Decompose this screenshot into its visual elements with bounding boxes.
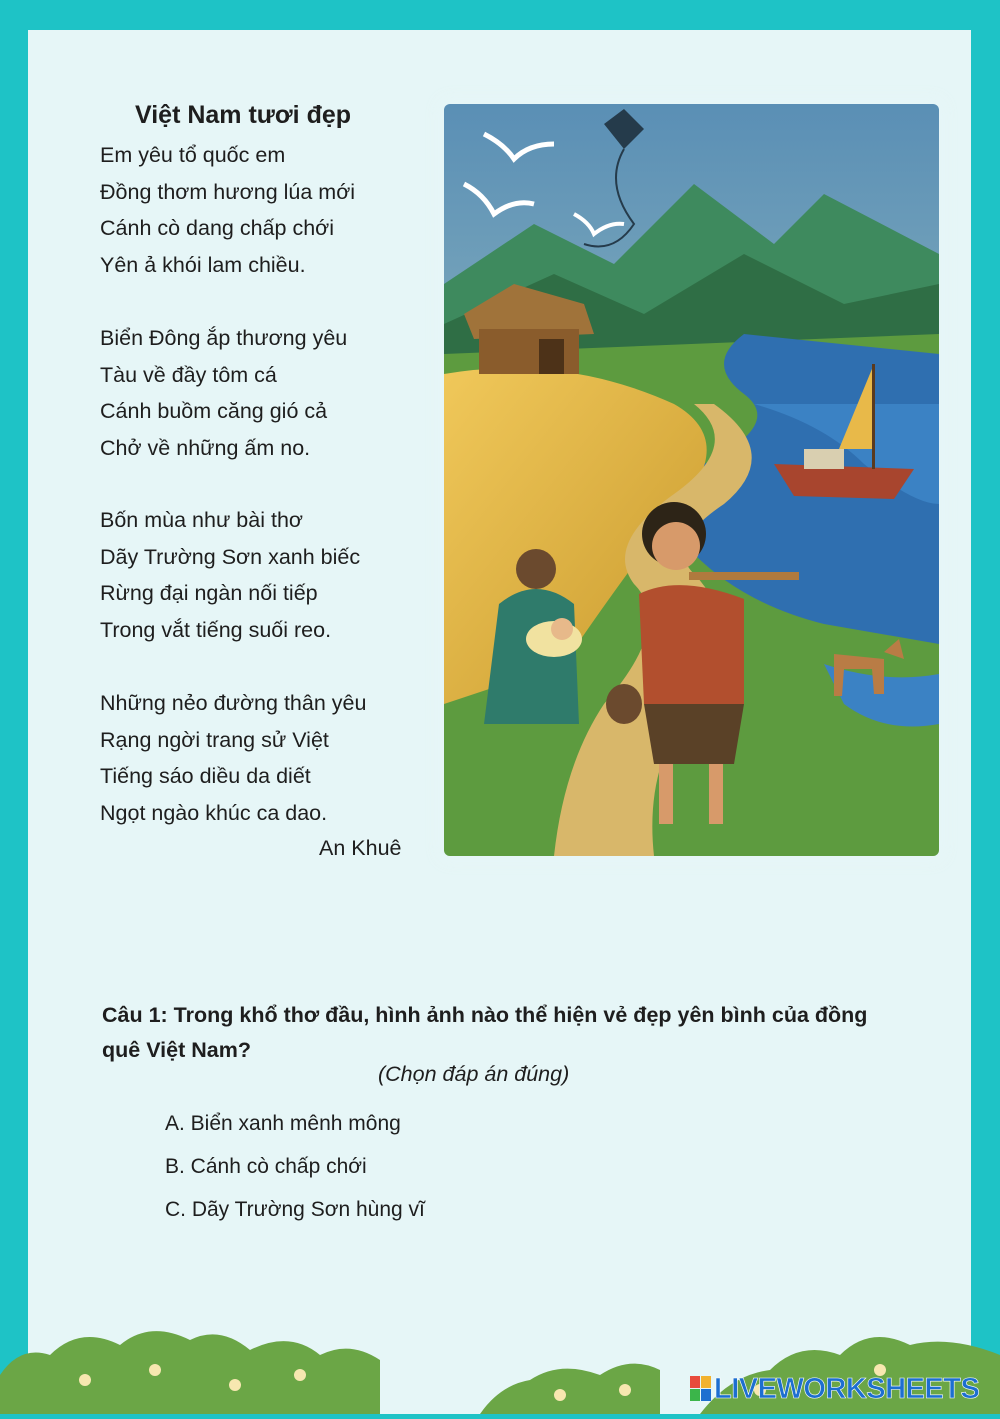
poem-line: Yên ả khói lam chiều. bbox=[100, 252, 306, 277]
liveworksheets-logo bbox=[690, 1372, 979, 1406]
poem-line: Dãy Trường Sơn xanh biếc bbox=[100, 544, 361, 569]
poem-line: Chở về những ấm no. bbox=[100, 435, 311, 460]
poem-line: Cánh buồm căng gió cả bbox=[100, 399, 328, 424]
answer-option-a[interactable]: A. Biển xanh mênh mông bbox=[165, 1112, 401, 1135]
stanza-1 bbox=[100, 137, 355, 283]
answer-option-b[interactable]: B. Cánh cò chấp chới bbox=[165, 1155, 367, 1178]
brand-name: LIVEWORKSHEETS bbox=[714, 1372, 980, 1405]
stanza-3 bbox=[100, 502, 360, 648]
poem-line: Bốn mùa như bài thơ bbox=[100, 508, 304, 532]
poem-line: Trong vắt tiếng suối reo. bbox=[100, 617, 332, 642]
answer-option-c[interactable]: C. Dãy Trường Sơn hùng vĩ bbox=[165, 1198, 425, 1221]
poem-line: Ngọt ngào khúc ca dao. bbox=[100, 800, 328, 825]
poem-line: Rạng ngời trang sử Việt bbox=[100, 727, 329, 752]
poem-line: Rừng đại ngàn nối tiếp bbox=[100, 581, 318, 606]
countryside-illustration bbox=[444, 104, 939, 856]
question-text: Câu 1: Trong khổ thơ đầu, hình ảnh nào thể hiện vẻ đẹp yên bình của đồng quê Việt Nam? bbox=[102, 1003, 868, 1062]
poem-line: Tiếng sáo diều da diết bbox=[100, 764, 311, 789]
poem-line: Tàu về đầy tôm cá bbox=[100, 362, 277, 387]
poem-line: Những nẻo đường thân yêu bbox=[100, 691, 367, 715]
logo-icon bbox=[690, 1376, 712, 1402]
question-instruction: (Chọn đáp án đúng) bbox=[378, 1062, 570, 1086]
poem-line: Đồng thơm hương lúa mới bbox=[100, 179, 356, 204]
poem-line: Em yêu tổ quốc em bbox=[100, 143, 286, 167]
stanza-2 bbox=[100, 320, 347, 466]
poem-author: An Khuê bbox=[319, 836, 402, 860]
poem-title: Việt Nam tươi đẹp bbox=[135, 101, 352, 129]
poem-line: Biển Đông ắp thương yêu bbox=[100, 326, 348, 350]
stanza-4 bbox=[100, 685, 366, 831]
poem-line: Cánh cò dang chấp chới bbox=[100, 216, 335, 241]
